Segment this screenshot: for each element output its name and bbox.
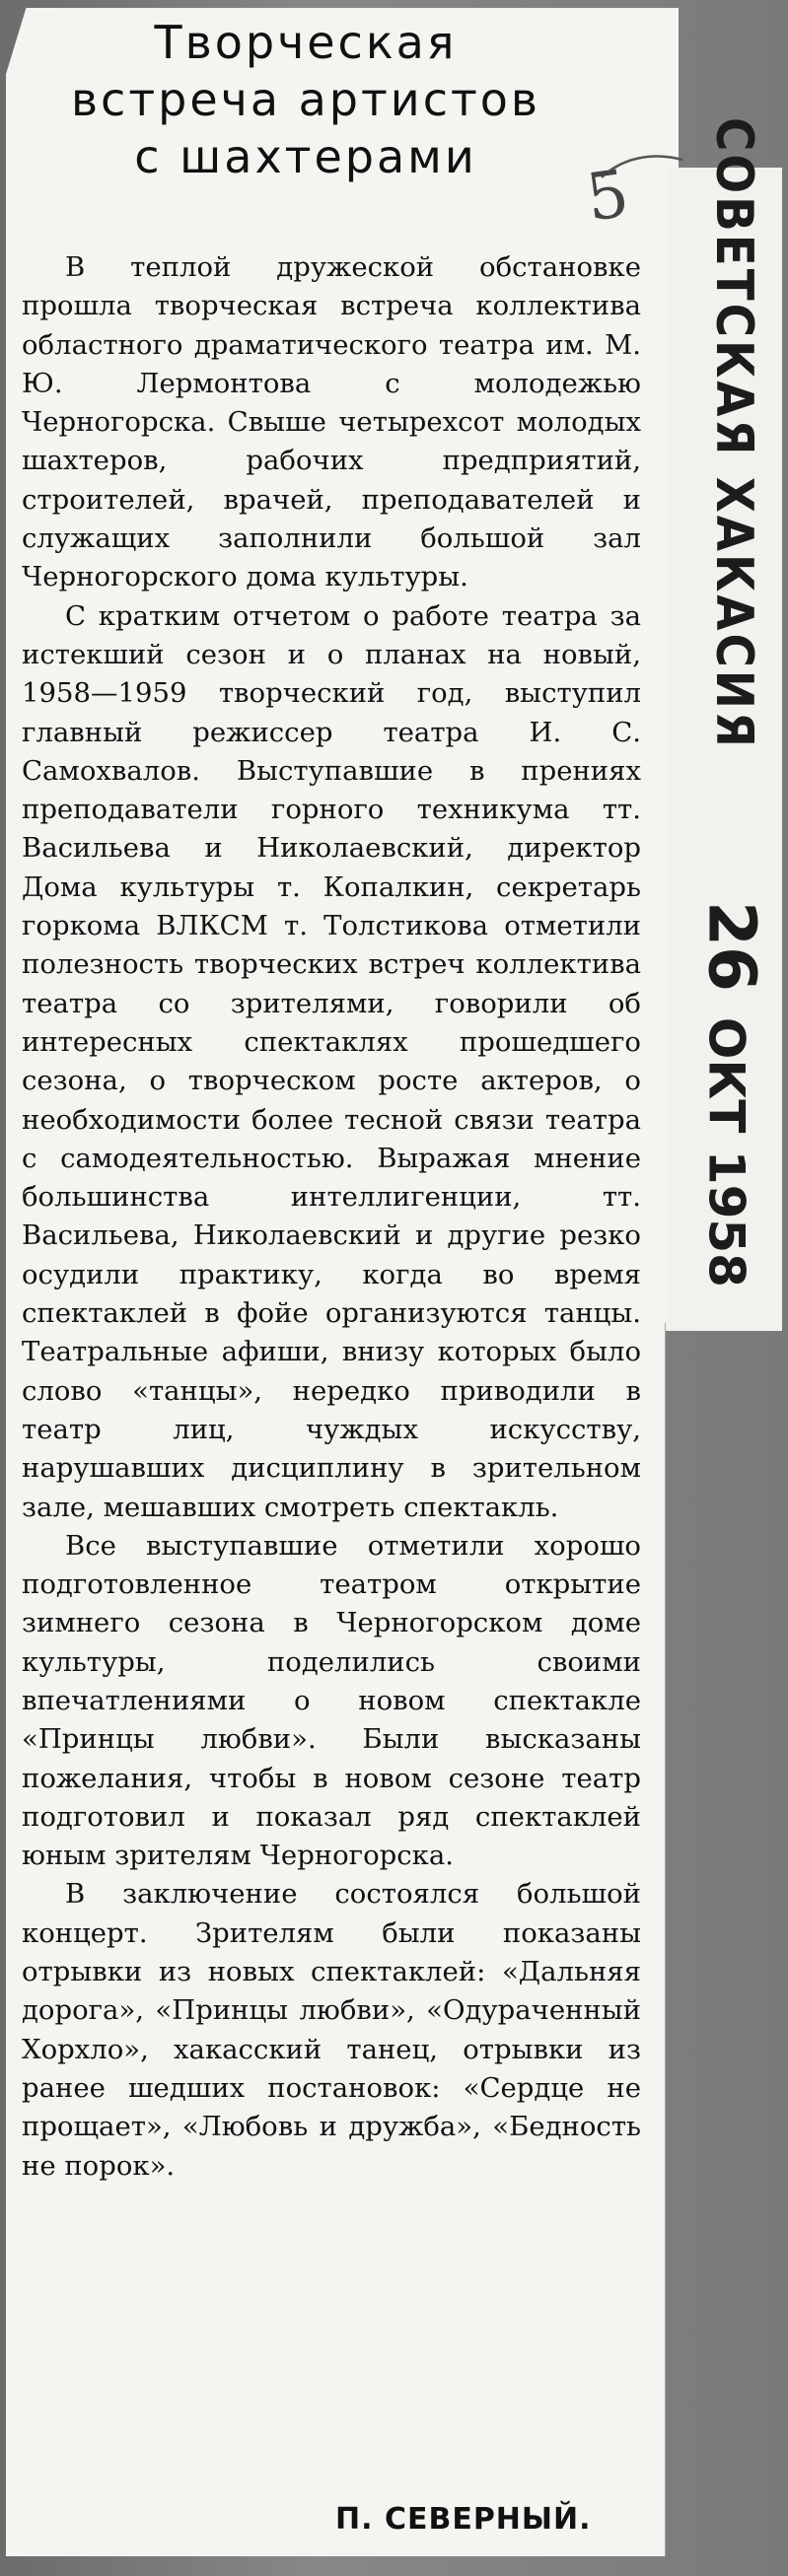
article-paragraph-2: С кратким отчетом о работе театра за истекший сезон и о планах на новый, 1958—1959 творческий год, выступил главный режиссер театра И. С. Самохвалов. Выступавшие в прениях преподаватели горного техникума тт. Васильева и Николаевский, директор Дома культуры т. Копалкин, секретарь горкома ВЛКСМ т. Толстикова отметили полезность творческих встреч коллектива театра со зрителями, говорили об интересных спектаклях прошедшего сезона, о творческом росте актеров, о необходимости более тесной связи театра с самодеятельностью. Выражая мнение большинства интеллигенции, тт. Васильева, Николаевский и другие резко осудили практику, когда во время спектаклей в фойе организуются танцы. Театральные афиши, внизу которых было слово «танцы», нередко приводили в театр лиц, чуждых искусству, нарушавших дисциплину в зрительном зале, мешавших смотреть спектакль.: [22, 599, 641, 1523]
article-paragraph-4: В заключение состоялся большой концерт. Зрителям были показаны отрывки из новых спектаклей: «Дальняя дорога», «Принцы любви», «Одураченный Хорхло», хакасский танец, отрывки из ранее шедших постановок: «Сердце не прощает», «Любовь и дружба», «Бедность не порок».: [22, 1878, 641, 2182]
article-paragraph-3: Все выступавшие отметили хорошо подготовленное театром открытие зимнего сезона в Черногорском доме культуры, поделились своими впечатлениями о новом спектакле «Принцы любви». Были высказаны пожелания, чтобы в новом сезоне театр подготовил и показал ряд спектаклей юным зрителям Черногорска.: [22, 1529, 641, 1872]
stamp-day: 26: [693, 901, 770, 992]
article-paragraph-1: В теплой дружеской обстановке прошла творческая встреча коллектива областного драматического театра им. М. Ю. Лермонтова с молодежью Черногорска. Свыше четырехсот молодых шахтеров, рабочих предприятий, строителей, врачей, преподавателей и служащих заполнили большой зал Черногорского дома культуры.: [22, 251, 641, 593]
newspaper-name-stamp: СОВЕТСКАЯ ХАКАСИЯ: [704, 117, 763, 750]
article-body: [22, 248, 641, 2186]
article-headline: [30, 14, 582, 185]
date-stamp: [694, 901, 770, 1288]
author-signature: П. СЕВЕРНЫЙ.: [335, 2502, 592, 2537]
headline-line-2: встреча артистов: [70, 73, 541, 126]
stamp-month-year: ОКТ 1958: [697, 1016, 755, 1288]
headline-line-1: Творческая: [154, 16, 458, 69]
headline-line-3: с шахтерами: [134, 130, 477, 183]
handwritten-page-number: 5: [581, 155, 634, 237]
